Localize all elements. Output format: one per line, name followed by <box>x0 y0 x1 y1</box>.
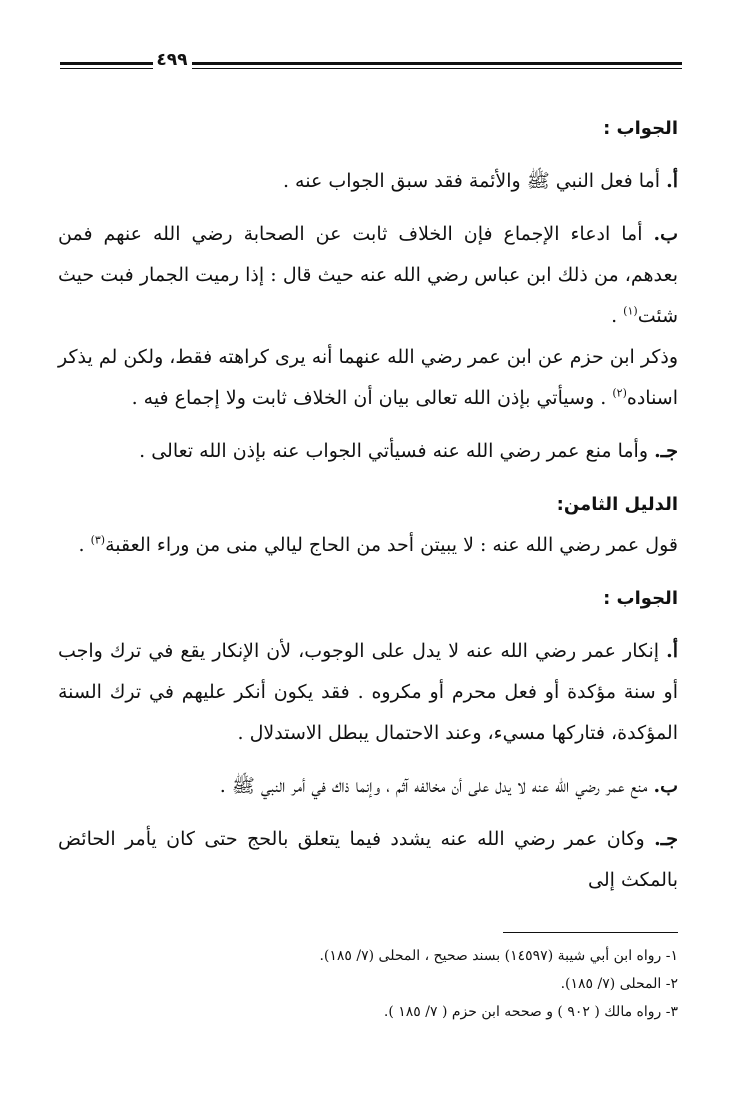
footnote-ref: (٢) <box>612 386 627 400</box>
answer-b <box>58 214 678 337</box>
umar-quote <box>58 525 678 566</box>
header-rule-left <box>60 62 153 65</box>
item-tail: . <box>611 305 624 327</box>
answer-c <box>58 431 678 472</box>
item-tail: . وسيأتي بإذن الله تعالى بيان أن الخلاف ثابت ولا إجماع فيه . <box>131 387 613 409</box>
item-text: وكان عمر رضي الله عنه يشدد فيما يتعلق بالحج حتى كان يأمر الحائض بالمكث إلى <box>58 828 678 891</box>
footnote-divider <box>503 932 678 933</box>
footnote-ref: (١) <box>623 304 638 318</box>
page-number: ٤٩٩ <box>156 50 188 70</box>
footnote-3: ٣- رواه مالك ( ٩٠٢ ) و صححه ابن حزم ( ٧/ ١٨٥ ). <box>383 1004 678 1020</box>
footnote-1: ١- رواه ابن أبي شيبة (١٤٥٩٧) بسند صحيح ، المحلى (٧/ ١٨٥). <box>319 948 678 964</box>
header-rule-right-thin <box>192 68 682 69</box>
eighth-evidence-heading: الدليل الثامن: <box>556 494 678 515</box>
item-tail: . <box>78 534 91 556</box>
answer-heading-2: الجواب : <box>603 588 678 609</box>
item-text: أما ادعاء الإجماع فإن الخلاف ثابت عن الصحابة رضي الله عنهم فمن بعدهم، من ذلك ابن عباس رضي الله عنه حيث قال : إذا رميت الجمار فبت حيث شئت <box>58 223 678 327</box>
footnote-ref: (٣) <box>90 533 106 547</box>
item-label: ب. <box>653 223 678 245</box>
item-label: أ. <box>666 640 678 662</box>
item-label: جـ. <box>654 440 678 462</box>
item-text: إنكار عمر رضي الله عنه لا يدل على الوجوب، لأن الإنكار يقع في ترك واجب أو سنة مؤكدة أو فعل محرم أو مكروه . فقد يكون أنكر عليهم في ترك السنة المؤكدة، فتاركها مسيء، وعند الاحتمال يبطل الاستدلال . <box>58 640 678 744</box>
item-text: أما فعل النبي ﷺ والأئمة فقد سبق الجواب عنه . <box>282 170 661 192</box>
answer2-b <box>58 766 678 807</box>
answer-heading: الجواب : <box>603 118 678 139</box>
main-text <box>58 108 678 901</box>
item-label: جـ. <box>654 828 678 850</box>
answer2-c <box>58 819 678 901</box>
answer2-a <box>58 631 678 754</box>
item-text: منع عمر رضي الله عنه لا يدل على أن مخالفه آثم ، وإنما ذاك في أمر النبي ﷺ . <box>219 775 648 797</box>
item-text: وذكر ابن حزم عن ابن عمر رضي الله عنهما أنه يرى كراهته فقط، ولكن لم يذكر اسناده <box>58 346 678 409</box>
item-text: وأما منع عمر رضي الله عنه فسيأتي الجواب عنه بإذن الله تعالى . <box>139 440 649 462</box>
header-rule-left-thin <box>60 68 153 69</box>
item-text: قول عمر رضي الله عنه : لا يبيتن أحد من الحاج ليالي منى من وراء العقبة <box>105 534 678 556</box>
item-label: ب. <box>653 775 678 797</box>
answer-a <box>58 161 678 202</box>
ibn-hazm-paragraph <box>58 337 678 419</box>
footnote-2: ٢- المحلى (٧/ ١٨٥). <box>560 976 678 992</box>
header-rule-right <box>192 62 682 65</box>
footnotes <box>58 942 678 1026</box>
item-label: أ. <box>666 170 678 192</box>
